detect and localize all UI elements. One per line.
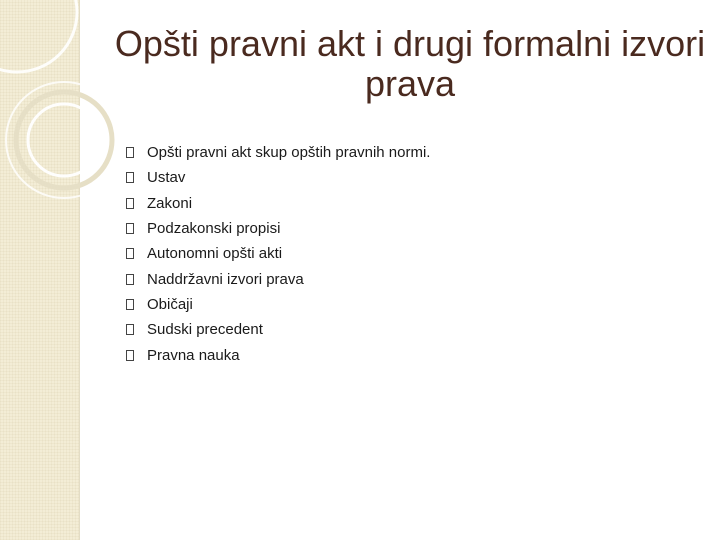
- square-bullet-icon: [126, 198, 134, 209]
- list-item: [126, 165, 430, 190]
- list-item-text: Zakoni: [147, 194, 193, 212]
- square-bullet-icon: [126, 324, 134, 335]
- list-item: [126, 317, 430, 342]
- square-bullet-icon: [126, 223, 134, 234]
- list-item: [126, 216, 430, 241]
- list-item: [126, 140, 430, 165]
- list-item: [126, 342, 430, 367]
- square-bullet-icon: [126, 299, 134, 310]
- list-item: [126, 241, 430, 266]
- list-item: [126, 191, 430, 216]
- square-bullet-icon: [126, 147, 134, 158]
- list-item-text: Autonomni opšti akti: [147, 245, 283, 263]
- list-item-text: Opšti pravni akt skup opštih pravnih normi.: [147, 144, 431, 162]
- list-item-text: Podzakonski propisi: [147, 220, 281, 238]
- list-item-text: Naddržavni izvori prava: [147, 270, 304, 288]
- slide-title: Opšti pravni akt i drugi formalni izvori prava: [114, 23, 706, 104]
- square-bullet-icon: [126, 172, 134, 183]
- square-bullet-icon: [126, 248, 134, 259]
- square-bullet-icon: [126, 274, 134, 285]
- list-item: [126, 292, 430, 317]
- list-item: [126, 266, 430, 291]
- bullet-list: [126, 140, 430, 368]
- square-bullet-icon: [126, 350, 134, 361]
- list-item-text: Sudski precedent: [147, 321, 263, 339]
- list-item-text: Pravna nauka: [147, 346, 240, 364]
- list-item-text: Običaji: [147, 295, 193, 313]
- list-item-text: Ustav: [147, 169, 186, 187]
